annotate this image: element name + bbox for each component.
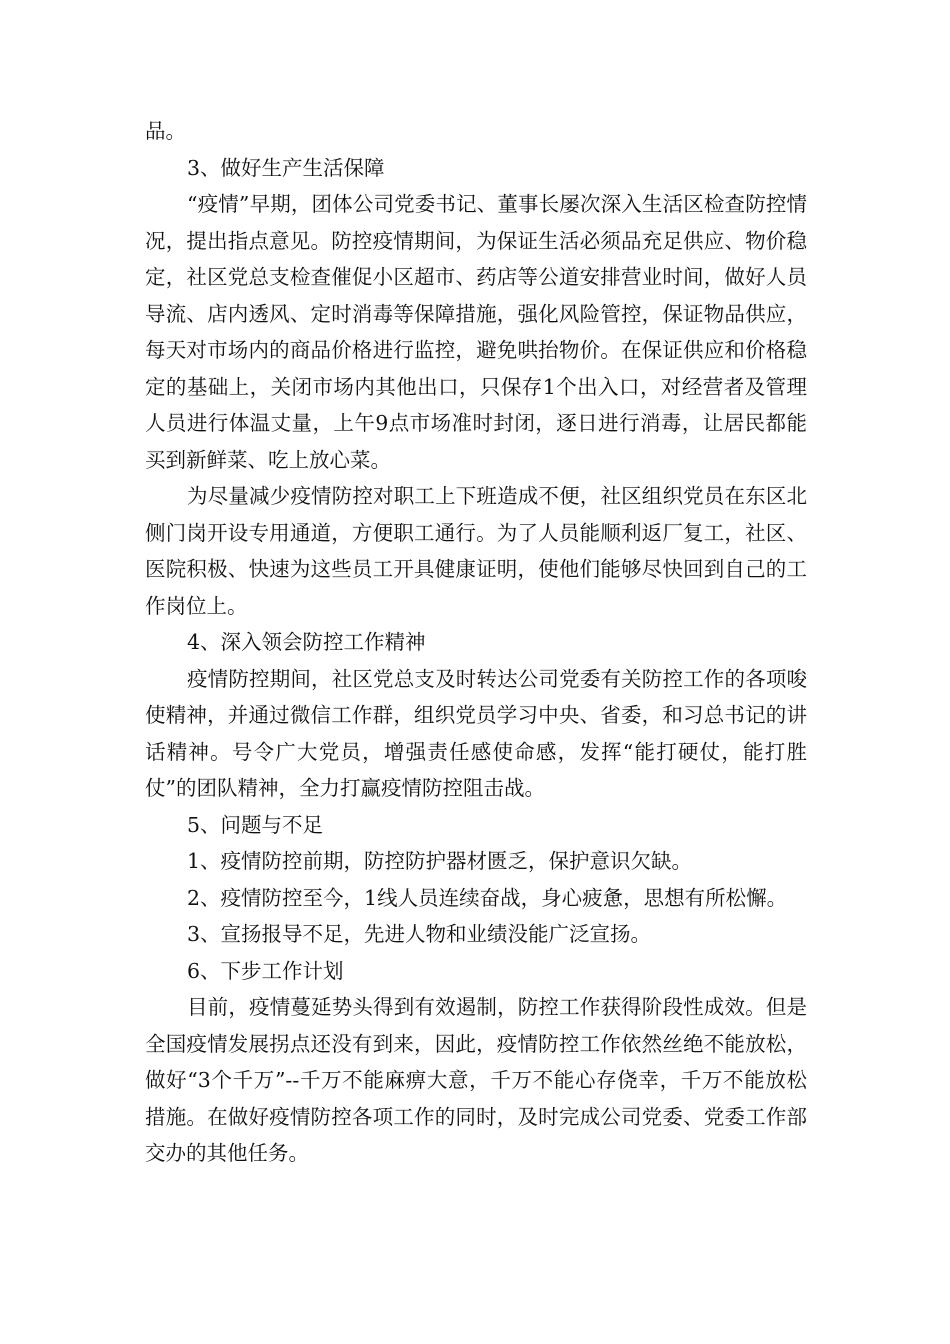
section-heading-4: 4、深入领会防控工作精神 xyxy=(187,630,426,654)
paragraph: 目前，疫情蔓延势头得到有效遏制，防控工作获得阶段性成效。但是全国疫情发展拐点还没有到来，因此，疫情防控工作依然丝绝不能放松，做好“3个千万”--千万不能麻痹大意，千万不能心存侥幸，千万不能放松措施。在做好疫情防控各项工作的同时，及时完成公司党委、党委工作部交办的其他任务。 xyxy=(145,995,807,1165)
section-heading-6: 6、下步工作计划 xyxy=(187,958,344,983)
paragraph: 疫情防控期间，社区党总支及时转达公司党委有关防控工作的各项唆使精神，并通过微信工作群，组织党员学习中央、省委，和习总书记的讲话精神。号令广大党员，增强责任感使命感，发挥“能打硬仗，能打胜仗”的团队精神，全力打赢疫情防控阻击战。 xyxy=(145,666,807,800)
paragraph-continuation: 品。 xyxy=(145,119,186,143)
list-item: 3、宣扬报导不足，先进人物和业绩没能广泛宣扬。 xyxy=(187,922,652,946)
document-body xyxy=(145,113,807,1172)
list-item: 2、疫情防控至今，1线人员连续奋战，身心疲惫，思想有所松懈。 xyxy=(187,885,788,910)
paragraph: 为尽量减少疫情防控对职工上下班造成不便，社区组织党员在东区北侧门岗开设专用通道，方便职工通行。为了人员能顺利返厂复工，社区、医院积极、快速为这些员工开具健康证明，使他们能够尽快回到自己的工作岗位上。 xyxy=(145,484,807,618)
list-item: 1、疫情防控前期，防控防护器材匮乏，保护意识欠缺。 xyxy=(187,849,693,873)
section-heading-5: 5、问题与不足 xyxy=(187,812,324,837)
section-heading-3: 3、做好生产生活保障 xyxy=(187,155,385,180)
paragraph: “疫情”早期，团体公司党委书记、董事长屡次深入生活区检查防控情况，提出指点意见。防控疫情期间，为保证生活必须品充足供应、物价稳定，社区党总支检查催促小区超市、药店等公道安排营业时间，做好人员导流、店内透风、定时消毒等保障措施，强化风险管控，保证物品供应，每天对市场内的商品价格进行监控，避免哄抬物价。在保证供应和价格稳定的基础上，关闭市场内其他出口，只保存1个出入口，对经营者及管理人员进行体温丈量，上午9点市场准时封闭，逐日进行消毒，让居民都能买到新鲜菜、吃上放心菜。 xyxy=(145,192,807,472)
